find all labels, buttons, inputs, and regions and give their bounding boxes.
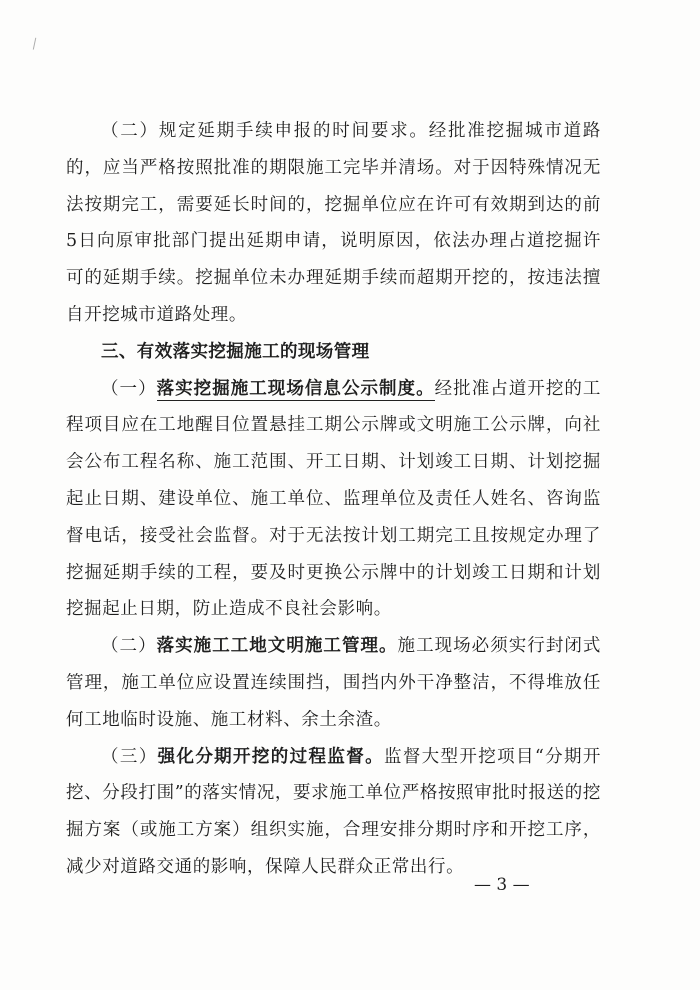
paragraph-information-disclosure [66,371,601,629]
page-number: — 3 — [474,875,530,895]
paragraph-extension-requirements [66,113,601,334]
paragraph-bold-lead: 强化分期开挖的过程监督。 [157,746,384,767]
paragraph-phased-excavation [66,739,601,886]
paragraph-text: 施工现场必须实行封闭式管理，施工单位应设置连续围挡，围挡内外干净整洁，不得堆放任何工地临时设施、施工材料、余土余渣。 [66,636,601,730]
scan-mark [33,38,39,51]
document-body [66,113,601,886]
paragraph-number: （三） [101,746,158,767]
paragraph-text: 经批准挖掘城市道路的，应当严格按照批准的期限施工完毕并清场。对于因特殊情况无法按期完工，需要延长时间的，挖掘单位应在许可有效期到达的前5日向原审批部门提出延期申请，说明原因，依法办理占道挖掘许可的延期手续。挖掘单位未办理延期手续而超期开挖的，按违法擅自开挖城市道路处理。 [66,121,601,325]
section-heading: 三、有效落实挖掘施工的现场管理 [101,341,370,362]
paragraph-bold-lead: 落实施工工地文明施工管理。 [156,636,398,657]
paragraph-text: 经批准占道开挖的工程项目应在工地醒目位置悬挂工期公示牌或文明施工公示牌，向社会公布工程名称、施工范围、开工日期、计划竣工日期、计划挖掘起止日期、建设单位、施工单位、监理单位及责任人姓名、咨询监督电话，接受社会监督。对于无法按计划工期完工且按规定办理了挖掘延期手续的工程，要及时更换公示牌中的计划竣工日期和计划挖掘起止日期，防止造成不良社会影响。 [66,378,601,620]
paragraph-bold-lead: 落实挖掘施工现场信息公示制度。 [156,378,435,399]
paragraph-number: （二） [101,636,157,657]
paragraph-lead: （二）规定延期手续申报的时间要求。 [101,121,429,141]
paragraph-text: 监督大型开挖项目“分期开挖、分段打围”的落实情况，要求施工单位严格按照审批时报送的挖掘方案（或施工方案）组织实施，合理安排分期时序和开挖工序，减少对道路交通的影响，保障人民群众正常出行。 [66,746,601,877]
paragraph-number: （一） [101,378,157,399]
paragraph-civilized-construction [66,628,601,738]
